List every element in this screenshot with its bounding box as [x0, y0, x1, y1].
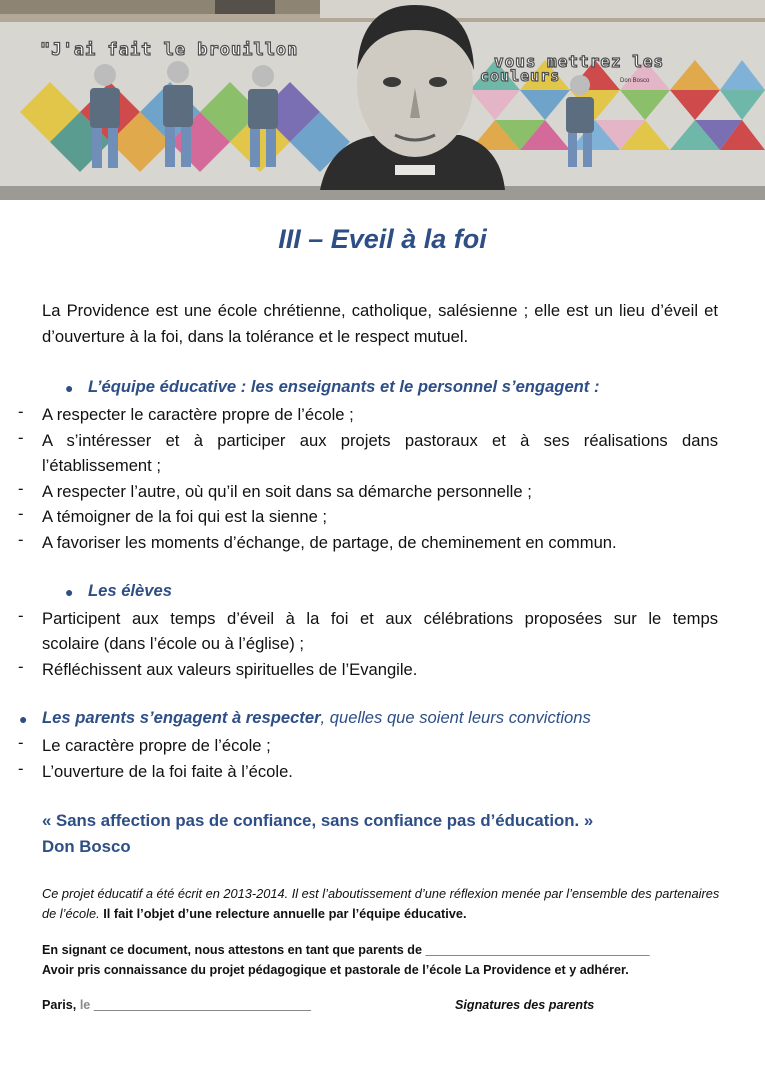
parents-item-2: L’ouverture de la foi faite à l’école.: [42, 762, 293, 781]
quote-text: « Sans affection pas de confiance, sans confiance pas d’éducation. »: [42, 811, 594, 830]
project-note-italic: Ce projet éducatif a été écrit en 2013-2014. Il est l’aboutissement d’une réflexion menée par l’ensemble des partenaires de l’école.: [42, 886, 720, 921]
quote-block: [42, 808, 593, 859]
team-heading: L’équipe éducative : les enseignants et le personnel s’engagent :: [88, 377, 600, 396]
signature-statement: [42, 940, 650, 980]
parents-heading: [42, 708, 591, 728]
team-item-5: A favoriser les moments d’échange, de partage, de cheminement en commun.: [42, 533, 617, 552]
city-label: Paris,: [42, 998, 77, 1012]
dash-icon: -: [18, 657, 24, 676]
dash-icon: -: [18, 504, 24, 523]
bullet-icon: ●: [65, 584, 74, 600]
dash-icon: -: [18, 606, 24, 625]
date-label: le: [79, 998, 91, 1012]
mural-quote-right-line1: vous mettrez les: [494, 52, 665, 71]
students-item-1: Participent aux temps d’éveil à la foi et aux célébrations proposées sur le temps: [42, 609, 718, 628]
date-blank[interactable]: _______________________________: [93, 998, 311, 1012]
students-item-2: Réfléchissent aux valeurs spirituelles de l’Evangile.: [42, 660, 418, 679]
signature-line-1: En signant ce document, nous attestons en tant que parents de ________________________________: [42, 943, 650, 957]
project-note-bold: Il fait l’objet d’une relecture annuelle par l’équipe éducative.: [103, 905, 467, 921]
project-note: [42, 884, 722, 923]
parents-signature-label: Signatures des parents: [455, 998, 595, 1012]
quote-author: Don Bosco: [42, 836, 131, 856]
team-item-4: A témoigner de la foi qui est la sienne ;: [42, 507, 328, 526]
dash-icon: -: [18, 530, 24, 549]
team-item-1: A respecter le caractère propre de l’école ;: [42, 405, 354, 424]
dash-icon: -: [18, 759, 24, 778]
mural-quote-right-line2: couleurs: [480, 67, 561, 85]
dash-icon: -: [18, 733, 24, 752]
mural-banner-image: [0, 0, 765, 200]
dash-icon: -: [18, 479, 24, 498]
parents-heading-rest: , quelles que soient leurs convictions: [320, 708, 591, 727]
parents-item-1: Le caractère propre de l’école ;: [42, 736, 271, 755]
dash-icon: -: [18, 402, 24, 421]
mural-illustration: [0, 0, 765, 200]
parents-heading-bold: Les parents s’engagent à respecter: [42, 708, 321, 727]
signature-line-2: Avoir pris connaissance du projet pédagogique et pastorale de l’école La Providence et y adhérer.: [42, 963, 629, 977]
page-title: III – Eveil à la foi: [278, 224, 487, 254]
dash-icon: -: [18, 428, 24, 447]
students-item-1-cont: scolaire (dans l’école ou à l’église) ;: [42, 634, 304, 653]
team-item-2-cont: l’établissement ;: [42, 456, 161, 475]
team-item-3: A respecter l’autre, où qu’il en soit dans sa démarche personnelle ;: [42, 482, 532, 501]
mural-signature: Don Bosco: [620, 78, 650, 84]
mural-quote-left: "J'ai fait le brouillon: [40, 40, 299, 60]
bullet-icon: ●: [19, 711, 28, 727]
students-heading: Les élèves: [88, 581, 172, 600]
intro-paragraph: La Providence est une école chrétienne, catholique, salésienne ; elle est un lieu d’éveil et d’ouverture à la foi, dans la tolérance et le respect mutuel.: [42, 301, 718, 346]
team-item-2: A s’intéresser et à participer aux projets pastoraux et à ses réalisations dans: [42, 431, 718, 450]
city-date-field[interactable]: [42, 998, 311, 1012]
bullet-icon: ●: [65, 380, 74, 396]
